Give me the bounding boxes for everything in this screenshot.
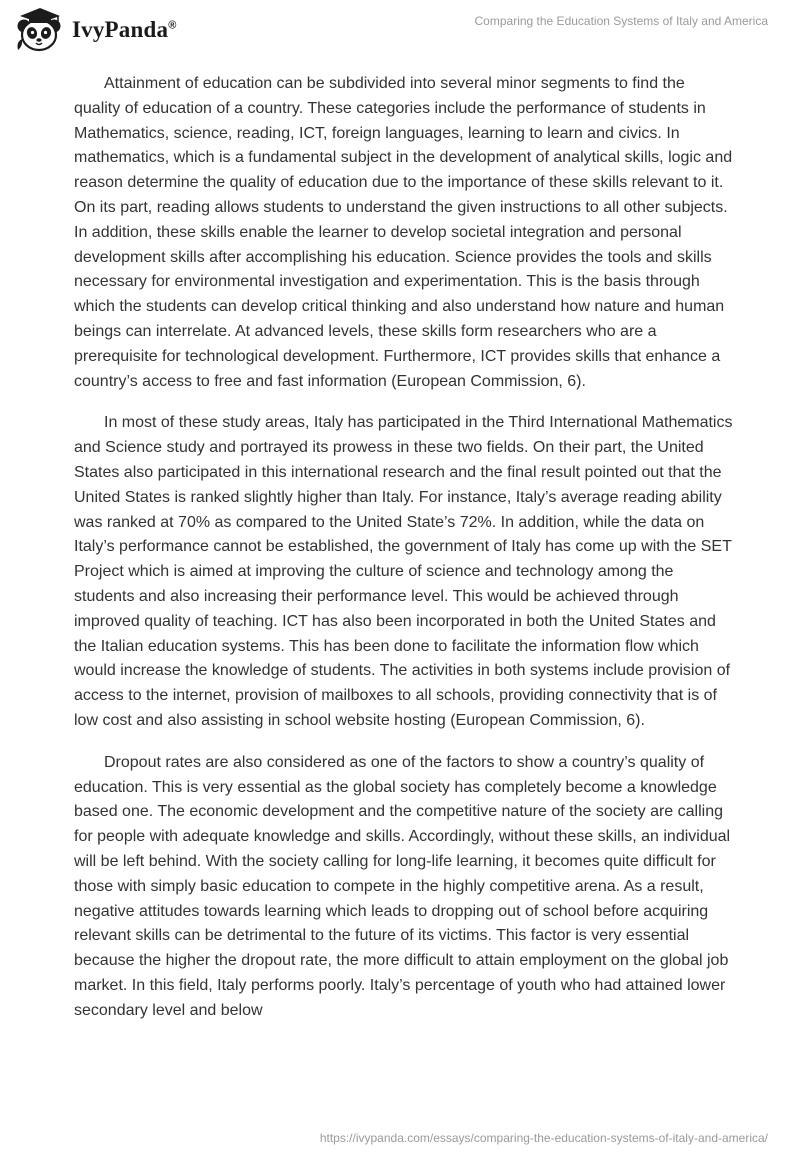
page-header	[0, 0, 800, 60]
brand-logo[interactable]	[14, 6, 177, 54]
footer-url-link[interactable]: https://ivypanda.com/essays/comparing-the-education-systems-of-italy-and-america/	[319, 1131, 768, 1145]
document-title: Comparing the Education Systems of Italy and America	[474, 14, 768, 28]
paragraph: In most of these study areas, Italy has participated in the Third International Mathematics and Science study and portrayed its prowess in these two fields. On their part, the United States also participated in this international research and the final result pointed out that the United States is ranked slightly higher than Italy. For instance, Italy’s average reading ability was ranked at 70% as compared to the United State’s 72%. In addition, while the data on Italy’s performance cannot be established, the government of Italy has come up with the SET Project which is aimed at improving the culture of science and technology among the students and also increasing their performance level. This would be achieved through improved quality of teaching. ICT has also been incorporated in both the United States and the Italian education systems. This has been done to facilitate the information flow which would increase the knowledge of students. The activities in both systems include provision of access to the internet, provision of mailboxes to all schools, providing connectivity that is of low cost and also assisting in school website hosting (European Commission, 6).	[74, 414, 733, 729]
panda-graduate-icon	[14, 6, 66, 54]
paragraph: Dropout rates are also considered as one of the factors to show a country’s quality of education. This is very essential as the global society has completely become a knowledge based one. The economic development and the competitive nature of the society are calling for people with adequate knowledge and skills. Accordingly, without these skills, an individual will be left behind. With the society calling for long-life learning, it becomes quite difficult for those with simply basic education to compete in the highly competitive arena. As a result, negative attitudes towards learning which leads to dropping out of school before acquiring relevant skills can be detrimental to the future of its victims. This factor is very essential because the higher the dropout rate, the more difficult to attain employment on the global job market. In this field, Italy performs poorly. Italy’s percentage of youth who had attained lower secondary level and below	[74, 753, 731, 1019]
brand-name: IvyPanda®	[72, 17, 177, 42]
essay-body	[74, 72, 734, 1040]
registered-mark: ®	[168, 19, 177, 32]
paragraph: Attainment of education can be subdivided into several minor segments to find the quality of education of a country. These categories include the performance of students in Mathematics, science, reading, ICT, foreign languages, learning to learn and civics. In mathematics, which is a fundamental subject in the development of analytical skills, logic and reason determine the quality of education due to the importance of these skills relevant to it. On its part, reading allows students to understand the given instructions to all other subjects. In addition, these skills enable the learner to develop societal integration and personal development skills after accomplishing his education. Science provides the tools and skills necessary for environmental investigation and experimentation. This is the basis through which the students can develop critical thinking and also understand how nature and human beings can interrelate. At advanced levels, these skills form researchers who are a prerequisite for technological development. Furthermore, ICT provides skills that enhance a country’s access to free and fast information (European Commission, 6).	[74, 75, 733, 390]
